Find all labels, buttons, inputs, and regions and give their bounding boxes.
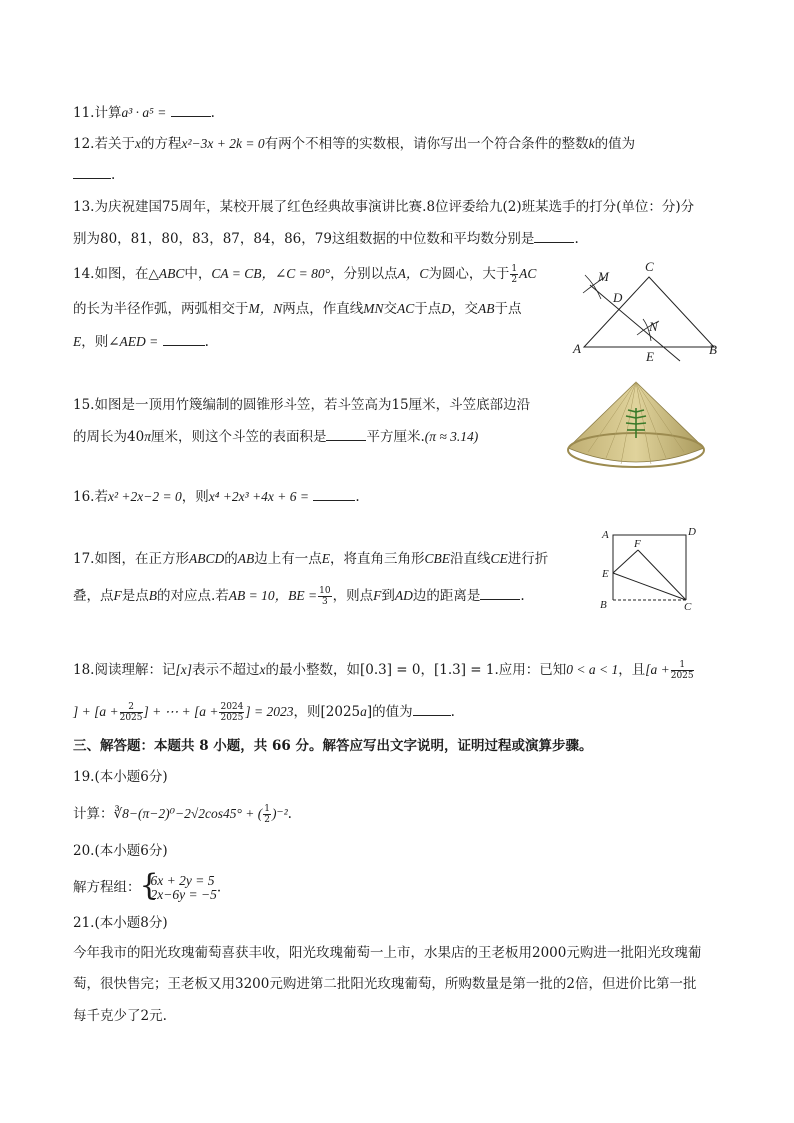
fraction-one-half: $\frac{1}{2}$ <box>511 264 518 285</box>
question-20-body: 解方程组： { 6x + 2y = 5 2x−6y = −5 . <box>73 874 221 902</box>
line-ec <box>613 573 686 600</box>
answer-blank[interactable] <box>480 585 520 600</box>
answer-blank[interactable] <box>413 701 451 716</box>
label-d: D <box>688 526 696 538</box>
square-sides <box>613 535 686 600</box>
label-c: C <box>645 259 654 274</box>
label-b: B <box>600 599 607 611</box>
question-13-line1: 13.为庆祝建国75周年，某校开展了红色经典故事演讲比赛.8位评委给九(2)班某选手的打分(单位：分)分 <box>73 199 695 215</box>
fraction-ten-thirds: $\frac{10}{3}$ <box>319 586 331 607</box>
question-19-body: 计算：∛8−(π−2)⁰−2√2cos45° + ( $\frac{1}{2}$ )⁻². <box>73 804 292 825</box>
question-12: 12.若关于x的方程x²−3x + 2k = 0有两个不相等的实数根，请你写出一个符合条件的整数k的值为 <box>73 136 636 152</box>
bamboo-hat-image <box>566 380 706 472</box>
label-a: A <box>573 341 581 356</box>
label-f: F <box>634 538 641 550</box>
question-17-line1: 17.如图，在正方形ABCD的AB边上有一点E，将直角三角形CBE沿直线CE进行折 <box>73 551 549 567</box>
fraction-one-half: $\frac{1}{2}$ <box>264 804 270 825</box>
label-b: B <box>709 342 717 357</box>
answer-blank[interactable] <box>326 426 366 441</box>
question-19-head: 19.(本小题6分) <box>73 769 168 785</box>
fraction: $\frac{1}{2025}$ <box>670 660 694 681</box>
question-18-line1: 18.阅读理解：记[x]表示不超过x的最小整数，如[0.3] = 0，[1.3] = 1.应用：已知0 < a < 1，且[a + $\frac{1}{2025}$ <box>73 660 694 681</box>
question-13-line2: 别为80，81，80，83，87，84，86，79这组数据的中位数和平均数分别是 . <box>73 228 579 249</box>
answer-blank[interactable] <box>171 102 211 117</box>
label-d: D <box>613 290 623 305</box>
section-3-heading: 三、解答题：本题共 8 小题，共 66 分。解答应写出文字说明，证明过程或演算步骤。 <box>73 738 593 754</box>
square-fold-figure <box>598 522 704 614</box>
question-16: 16.若x² +2x−2 = 0，则x⁴ +2x³ +4x + 6 = . <box>73 486 360 507</box>
question-17-line2: 叠，点F是点B的对应点.若AB = 10，BE = $\frac{10}{3}$ ，则点F到AD边的距离是 . <box>73 586 525 607</box>
equation-system: { 6x + 2y = 5 2x−6y = −5 <box>141 874 217 902</box>
line-fc <box>638 550 686 600</box>
fraction: $\frac{2024}{2025}$ <box>220 702 244 723</box>
question-14-line1: 14.如图，在△ABC中，CA = CB，∠C = 80°，分别以点A，C为圆心，大于 $\frac{1}{2}$ AC <box>73 264 537 285</box>
label-a: A <box>602 529 609 541</box>
question-18-line2: ] + [a + $\frac{2}{2025}$ ] + ⋯ + [a + $\frac{2024}{2025}$ ] = 2023，则[2025a]的值为 . <box>73 702 455 723</box>
question-21-line1: 今年我市的阳光玫瑰葡萄喜获丰收，阳光玫瑰葡萄一上市，水果店的王老板用2000元购进一批阳光玫瑰葡 <box>73 945 702 961</box>
question-12-blank-line: . <box>73 164 115 185</box>
answer-blank[interactable] <box>313 486 355 501</box>
question-15-line1: 15.如图是一顶用竹篾编制的圆锥形斗笠，若斗笠高为15厘米，斗笠底部边沿 <box>73 397 531 413</box>
question-21-line3: 每千克少了2元. <box>73 1008 167 1024</box>
answer-blank[interactable] <box>534 228 574 243</box>
answer-blank[interactable] <box>73 164 111 179</box>
label-m: M <box>598 269 609 284</box>
answer-blank[interactable] <box>163 331 205 346</box>
triangle-abc <box>584 277 714 347</box>
label-c: C <box>684 601 692 613</box>
label-n: N <box>649 319 658 334</box>
question-21-line2: 萄，很快售完；王老板又用3200元购进第二批阳光玫瑰葡萄，所购数量是第一批的2倍，但进价比第一批 <box>73 976 697 992</box>
fraction: $\frac{2}{2025}$ <box>119 702 143 723</box>
question-11: 11.计算a³ · a⁵ = . <box>73 102 215 123</box>
triangle-figure <box>565 255 730 367</box>
question-15-line2: 的周长为40π厘米，则这个斗笠的表面积是 平方厘米.(π ≈ 3.14) <box>73 426 478 447</box>
question-21-head: 21.(本小题8分) <box>73 915 168 931</box>
question-14-line2: 的长为半径作弧，两弧相交于M，N两点，作直线MN交AC于点D，交AB于点 <box>73 301 522 317</box>
question-14-line3: E，则∠AED = . <box>73 331 209 352</box>
line-ef <box>613 550 638 573</box>
question-20-head: 20.(本小题6分) <box>73 843 168 859</box>
label-e: E <box>602 568 609 580</box>
label-e: E <box>646 349 654 364</box>
